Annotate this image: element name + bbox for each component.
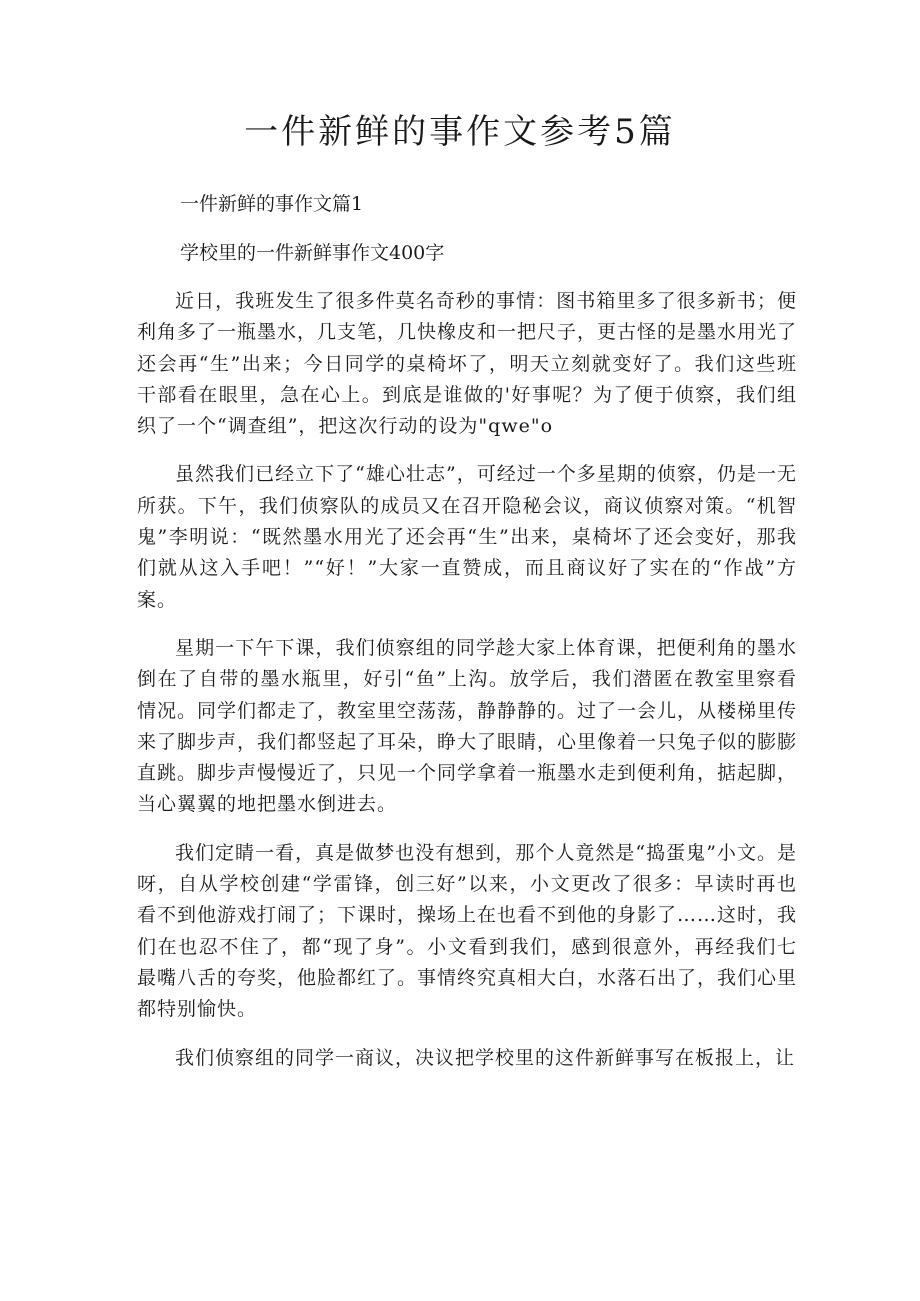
article-title: 学校里的一件新鲜事作文400字 [180, 242, 445, 264]
document-title: 一件新鲜的事作文参考5篇 [244, 112, 676, 152]
paragraph: 星期一下午下课，我们侦察组的同学趁大家上体育课，把便利角的墨水倒在了自带的墨水瓶里，好引“鱼”上沟。放学后，我们潜匿在教室里察看情况。同学们都走了，教室里空荡荡，静静静的。过了一会儿，从楼梯里传来了脚步声，我们都竖起了耳朵，睁大了眼睛，心里像着一只兔子似的膨膨直跳。脚步声慢慢近了，只见一个同学拿着一瓶墨水走到便利角，掂起脚，当心翼翼的地把墨水倒进去。 [137, 636, 798, 816]
section-heading: 一件新鲜的事作文篇1 [180, 193, 364, 215]
paragraph: 虽然我们已经立下了“雄心壮志”，可经过一个多星期的侦察，仍是一无所获。下午，我们侦察队的成员又在召开隐秘会议，商议侦察对策。“机智鬼”李明说：“既然墨水用光了还会再“生”出来，桌椅坏了还会变好，那我们就从这入手吧！”“好！”大家一直赞成，而且商议好了实在的“作战”方案。 [137, 463, 797, 611]
paragraph: 我们定睛一看，真是做梦也没有想到，那个人竟然是“捣蛋鬼”小文。是呀，自从学校创建“学雷锋，创三好”以来，小文更改了很多：早读时再也看不到他游戏打闹了；下课时，操场上在也看不到他的身影了……这时，我们在也忍不住了，都“现了身”。小文看到我们，感到很意外，再经我们七最嘴八舌的夸奖，他脸都红了。事情终究真相大白，水落石出了，我们心里都特别愉快。 [137, 841, 798, 1021]
article-body [137, 286, 797, 1091]
paragraph: 我们侦察组的同学一商议，决议把学校里的这件新鲜事写在板报上，让 [175, 1046, 796, 1069]
paragraph: 近日，我班发生了很多件莫名奇秒的事情：图书箱里多了很多新书；便利角多了一瓶墨水，几支笔，几快橡皮和一把尺子，更古怪的是墨水用光了还会再“生”出来；今日同学的桌椅坏了，明天立刻就变好了。我们这些班干部看在眼里，急在心上。到底是谁做的'好事呢？为了便于侦察，我们组织了一个“调查组”，把这次行动的设为"qwe"o [137, 290, 798, 438]
